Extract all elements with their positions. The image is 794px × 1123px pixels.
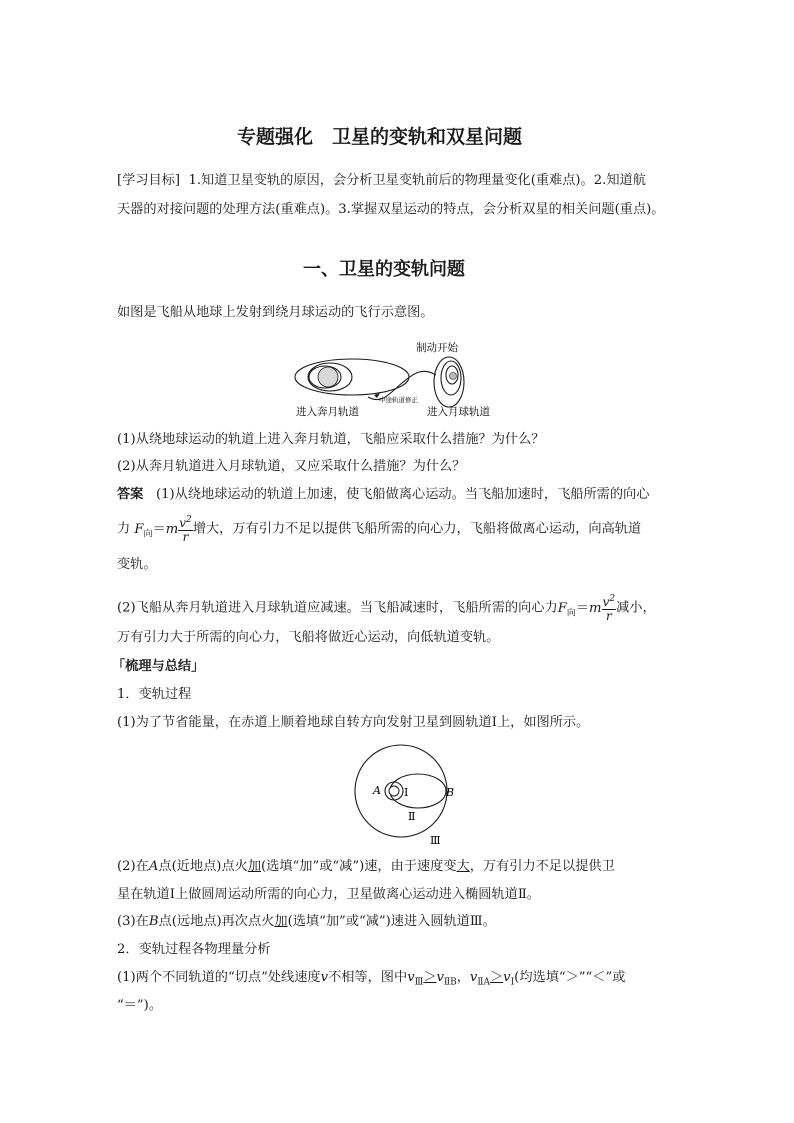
question-1: (1)从绕地球运动的轨道上进入奔月轨道，飞船应采取什么措施？为什么？: [117, 432, 545, 447]
formula-m: m: [165, 521, 179, 537]
s13-B: B: [148, 914, 159, 929]
formula-v: v: [179, 516, 187, 530]
s21-sub1: Ⅰ: [510, 977, 515, 988]
s13-fill: 加: [274, 914, 288, 929]
orbit-I-label: Ⅰ: [404, 786, 409, 799]
formula-eq: ＝: [152, 521, 166, 537]
s21-v2a: v: [469, 970, 478, 985]
answer-2-text: (2)飞船从奔月轨道进入月球轨道应减速。当飞船减速时，飞船所需的向心力: [117, 600, 558, 616]
summary-heading: 「梳理与总结」: [112, 659, 205, 674]
s21-v3: v: [407, 970, 415, 985]
s12-fill-1: 加: [247, 859, 262, 874]
label-midcourse: 中途轨道修正: [379, 396, 418, 404]
formula-exp: 2: [609, 594, 616, 604]
formula-v: v: [602, 595, 610, 609]
summary-item-2-1: [117, 969, 625, 992]
answer-line-3: 变轨。: [117, 557, 157, 572]
answer-1-text: (1)从绕地球运动的轨道上加速，使飞船做离心运动。当飞船加速时，飞船所需的向心: [155, 487, 650, 502]
s13-tail: (选填“加”或“减”)速进入圆轨道Ⅲ。: [287, 914, 496, 929]
point-A-label: A: [373, 784, 381, 797]
summary-item-1-3: [117, 913, 496, 931]
formula-eq: ＝: [575, 600, 590, 616]
orbit-transfer-figure: [338, 744, 468, 850]
earth-icon: [389, 786, 399, 796]
summary-item-1-2: [117, 858, 615, 876]
s21-relation-2: ＞: [489, 970, 504, 985]
formula-sub: 向: [143, 529, 153, 540]
intro-text: 如图是飞船从地球上发射到绕月球运动的飞行示意图。: [117, 305, 434, 320]
s21-v2b: v: [436, 970, 444, 985]
formula-F: F: [557, 600, 567, 616]
learning-objectives-line2: 天器的对接问题的处理方法(重难点)。3.掌握双星运动的特点，会分析双星的相关问题(重点)。: [117, 202, 665, 217]
formula-m: m: [589, 600, 602, 616]
answer-label: 答案: [117, 487, 144, 502]
formula-r: r: [182, 530, 189, 544]
s21-v: v: [320, 970, 329, 985]
page-title: 专题强化 卫星的变轨和双星问题: [237, 126, 523, 148]
s21-mid: 不相等，图中: [328, 970, 408, 985]
s12-A: A: [148, 859, 159, 874]
answer-1-continued: 增大，万有引力不足以提供飞船所需的向心力，飞船将做离心运动，向高轨道: [192, 521, 642, 537]
answer-force-word: 力: [117, 521, 131, 537]
formula-fraction: [602, 593, 617, 623]
formula-fraction: [178, 514, 193, 544]
summary-item-1: 1．变轨过程: [117, 687, 192, 702]
centripetal-force-formula-1: [134, 515, 192, 544]
orbit-III-circle: [355, 745, 447, 837]
formula-sub: 向: [566, 608, 576, 619]
s12-fill-2: 大: [456, 859, 470, 874]
s21-pre: (1)两个不同轨道的“切点”处线速度: [117, 970, 321, 985]
moon-icon: [450, 373, 457, 380]
s12-tail: ，万有引力不足以提供卫: [469, 859, 615, 874]
s21-v1: v: [503, 970, 511, 985]
formula-F: F: [134, 521, 144, 537]
s21-relation-1: ＞: [423, 970, 437, 985]
s21-comma: ，: [456, 970, 470, 985]
objectives-text-1: 1.知道卫星变轨的原因，会分析卫星变轨前后的物理量变化(重难点)。2.知道航: [188, 173, 646, 188]
earth-moon-trajectory-figure: [290, 335, 510, 423]
answer-line-2: [117, 514, 641, 544]
point-B-label: B: [446, 786, 455, 799]
label-transfer-orbit: 进入奔月轨道: [296, 406, 359, 418]
s21-tail: (均选填“＞”“＜”或: [514, 970, 626, 985]
question-2: (2)从奔月轨道进入月球轨道，又应采取什么措施？为什么？: [117, 459, 466, 474]
earth-icon: [318, 367, 338, 387]
s13-mid: 点(远地点)再次点火: [158, 914, 275, 929]
answer-2-line-1: [117, 593, 656, 623]
objectives-tag: [学习目标]: [117, 173, 181, 188]
orbit-II-label: Ⅱ: [408, 810, 416, 823]
s12-mid2: (选填“加”或“减”)速，由于速度变: [261, 859, 457, 874]
lunar-orbit-outer: [434, 357, 464, 407]
s21-sub3: Ⅲ: [414, 977, 424, 988]
answer-2-line-2: 万有引力大于所需的向心力，飞船将做近心运动，向低轨道变轨。: [117, 630, 500, 645]
orbit-III-label: Ⅲ: [430, 834, 441, 847]
label-brake-start: 制动开始: [416, 342, 458, 354]
s21-sub2a: ⅡA: [477, 977, 490, 988]
summary-item-1-1: (1)为了节省能量，在赤道上顺着地球自转方向发射卫星到圆轨道Ⅰ上，如图所示。: [117, 715, 590, 730]
answer-line-1: [117, 486, 649, 504]
section-heading: 一、卫星的变轨问题: [303, 259, 465, 280]
centripetal-force-formula-2: [557, 594, 616, 623]
learning-objectives-line1: [117, 172, 646, 190]
summary-item-1-2-line-2: 星在轨道Ⅰ上做圆周运动所需的向心力，卫星做离心运动进入椭圆轨道Ⅱ。: [117, 887, 540, 902]
s21-sub2b: ⅡB: [443, 977, 457, 988]
summary-item-2-1-line-2: “＝”)。: [117, 998, 163, 1013]
s12-pre: (2)在: [117, 859, 149, 874]
summary-item-2: 2．变轨过程各物理量分析: [117, 942, 271, 957]
answer-2-continued: 减小，: [616, 600, 656, 616]
s12-mid1: 点(近地点)点火: [158, 859, 248, 874]
label-lunar-orbit: 进入月球轨道: [427, 406, 490, 418]
formula-r: r: [605, 609, 612, 623]
s13-pre: (3)在: [117, 914, 149, 929]
formula-exp: 2: [186, 515, 192, 525]
